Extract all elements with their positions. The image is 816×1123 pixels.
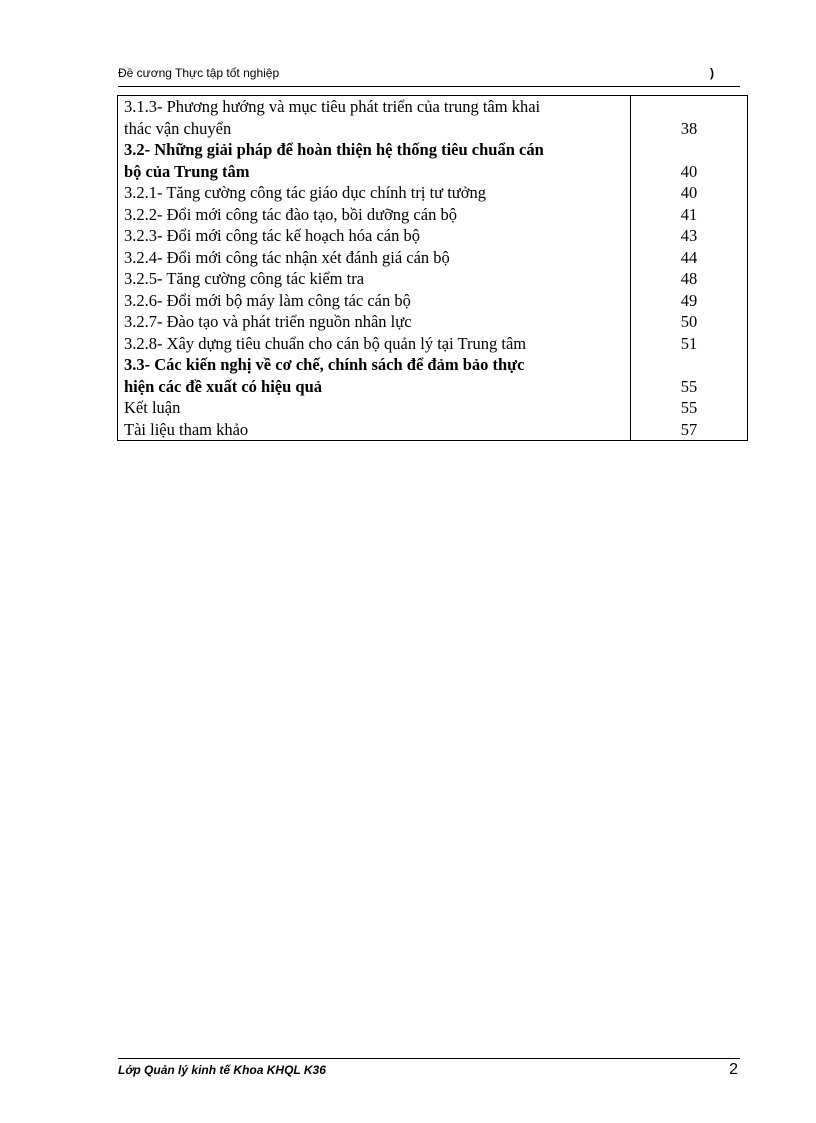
toc-entry-page: 41 [631,204,748,226]
toc-entry-line: thác vận chuyển [124,118,232,138]
toc-row [118,354,748,397]
toc-entry-line: 3.2.6- Đổi mới bộ máy làm công tác cán bộ [124,290,411,310]
toc-entry-title [118,139,631,182]
toc-entry-page: 51 [631,333,748,355]
toc-entry-title [118,311,631,333]
toc-entry-page: 57 [631,419,748,441]
toc-row [118,268,748,290]
toc-row [118,225,748,247]
toc-entry-title [118,419,631,441]
toc-entry-page: 40 [631,182,748,204]
toc-entry-line: Tài liệu tham khảo [124,419,249,439]
toc-entry-line: 3.2.3- Đổi mới công tác kế hoạch hóa cán bộ [124,226,421,245]
toc-row [118,397,748,419]
toc-entry-title [118,225,631,247]
toc-entry-page: 49 [631,290,748,312]
toc-entry-page: 40 [631,139,748,182]
page-header [118,64,740,87]
toc-row [118,204,748,226]
toc-entry-line: 3.1.3- Phương hướng và mục tiêu phát triển của trung tâm khai [124,97,541,116]
toc-entry-title [118,247,631,269]
toc-entry-page: 44 [631,247,748,269]
toc-entry-page: 48 [631,268,748,290]
toc-row [118,333,748,355]
header-title: Đề cương Thực tập tốt nghiệp [118,66,280,80]
toc-entry-title [118,333,631,355]
toc-entry-title [118,268,631,290]
toc-entry-line: bộ của Trung tâm [124,161,250,181]
toc-row [118,182,748,204]
toc-entry-line: 3.3- Các kiến nghị về cơ chế, chính sách để đảm bảo thực [124,355,525,374]
page-footer [118,1058,740,1081]
page-number: 2 [729,1061,738,1078]
toc-entry-line: Kết luận [124,398,181,417]
toc-entry-line: 3.2.4- Đổi mới công tác nhận xét đánh giá cán bộ [124,247,450,267]
toc-entry-page: 55 [631,354,748,397]
toc-entry-page: 43 [631,225,748,247]
toc-row [118,247,748,269]
toc-entry-page: 55 [631,397,748,419]
table-of-contents [117,95,748,441]
toc-entry-line: 3.2.8- Xây dựng tiêu chuẩn cho cán bộ quản lý tại Trung tâm [124,333,527,353]
toc-entry-title [118,96,631,140]
toc-entry-line: 3.2- Những giải pháp để hoàn thiện hệ thống tiêu chuẩn cán [124,140,544,159]
toc-entry-title [118,204,631,226]
toc-row [118,419,748,441]
toc-entry-page: 50 [631,311,748,333]
toc-entry-title [118,290,631,312]
footer-class-label: Lớp Quản lý kinh tế Khoa KHQL K36 [118,1063,326,1077]
header-mark: ) [710,66,714,80]
toc-entry-line: hiện các đề xuất có hiệu quả [124,376,323,396]
toc-row [118,311,748,333]
toc-entry-title [118,397,631,419]
toc-entry-title [118,182,631,204]
toc-row [118,139,748,182]
toc-entry-line: 3.2.5- Tăng cường công tác kiểm tra [124,269,365,288]
toc-entry-title [118,354,631,397]
toc-entry-line: 3.2.7- Đào tạo và phát triển nguồn nhân lực [124,312,412,331]
toc-entry-line: 3.2.2- Đổi mới công tác đào tạo, bồi dưỡng cán bộ [124,204,457,224]
toc-entry-line: 3.2.1- Tăng cường công tác giáo dục chính trị tư tưởng [124,183,486,202]
toc-entry-page: 38 [631,96,748,140]
toc-row [118,290,748,312]
toc-row [118,96,748,140]
